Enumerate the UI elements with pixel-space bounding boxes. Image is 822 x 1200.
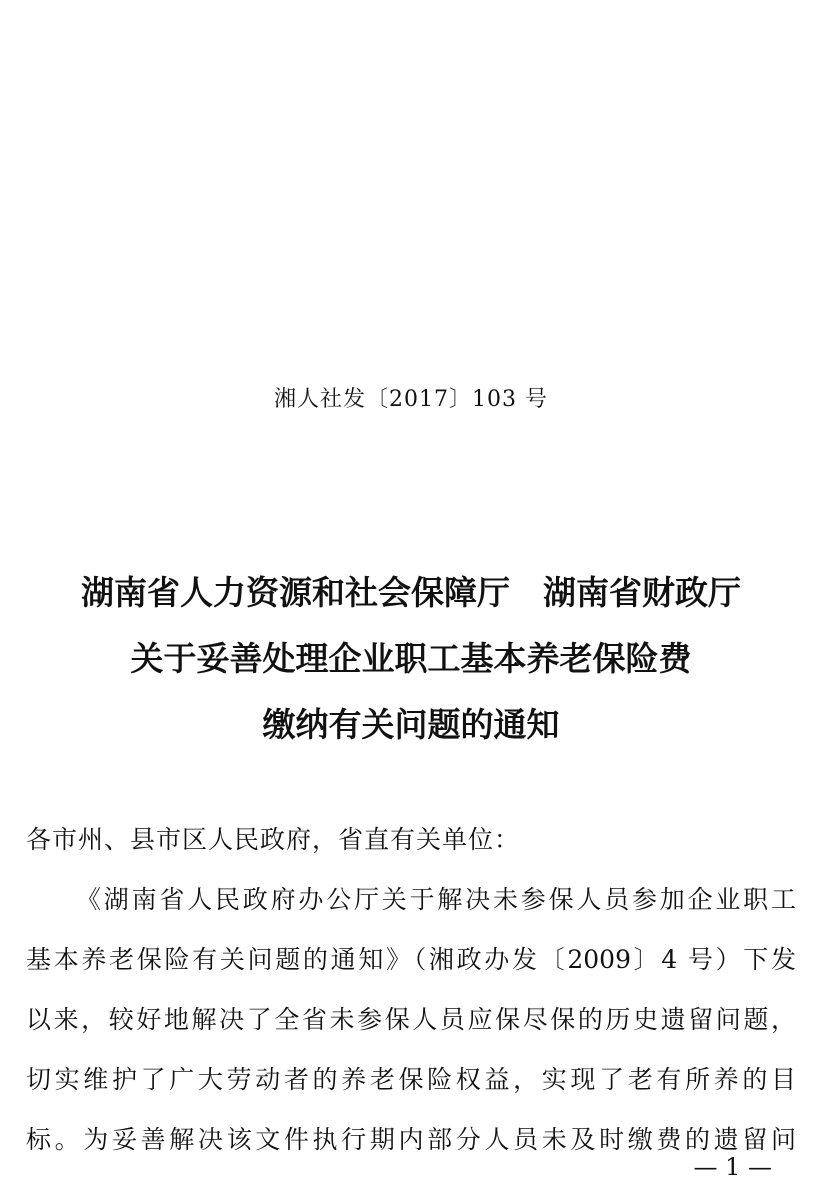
title-line-3: 缴纳有关问题的通知	[262, 705, 560, 744]
paragraph-line-5: 标。为妥善解决该文件执行期内部分人员未及时缴费的遗留问	[26, 1125, 796, 1154]
paragraph-line-3: 以来，较好地解决了全省未参保人员应保尽保的历史遗留问题，	[26, 1005, 796, 1034]
page-number: — 1 —	[693, 1153, 772, 1181]
paragraph-line-1: 《湖南省人民政府办公厅关于解决未参保人员参加企业职工	[76, 885, 796, 914]
paragraph-line-4: 切实维护了广大劳动者的养老保险权益，实现了老有所养的目	[26, 1065, 796, 1094]
document-body	[26, 810, 796, 1170]
document-number: 湘人社发〔2017〕103 号	[274, 387, 548, 412]
title-line-2: 关于妥善处理企业职工基本养老保险费	[130, 639, 692, 678]
title-line-1: 湖南省人力资源和社会保障厅 湖南省财政厅	[81, 573, 741, 612]
paragraph-line-2: 基本养老保险有关问题的通知》（湘政办发〔2009〕4 号）下发	[26, 945, 796, 974]
document-title	[0, 560, 822, 758]
salutation: 各市州、县市区人民政府，省直有关单位：	[26, 825, 521, 854]
